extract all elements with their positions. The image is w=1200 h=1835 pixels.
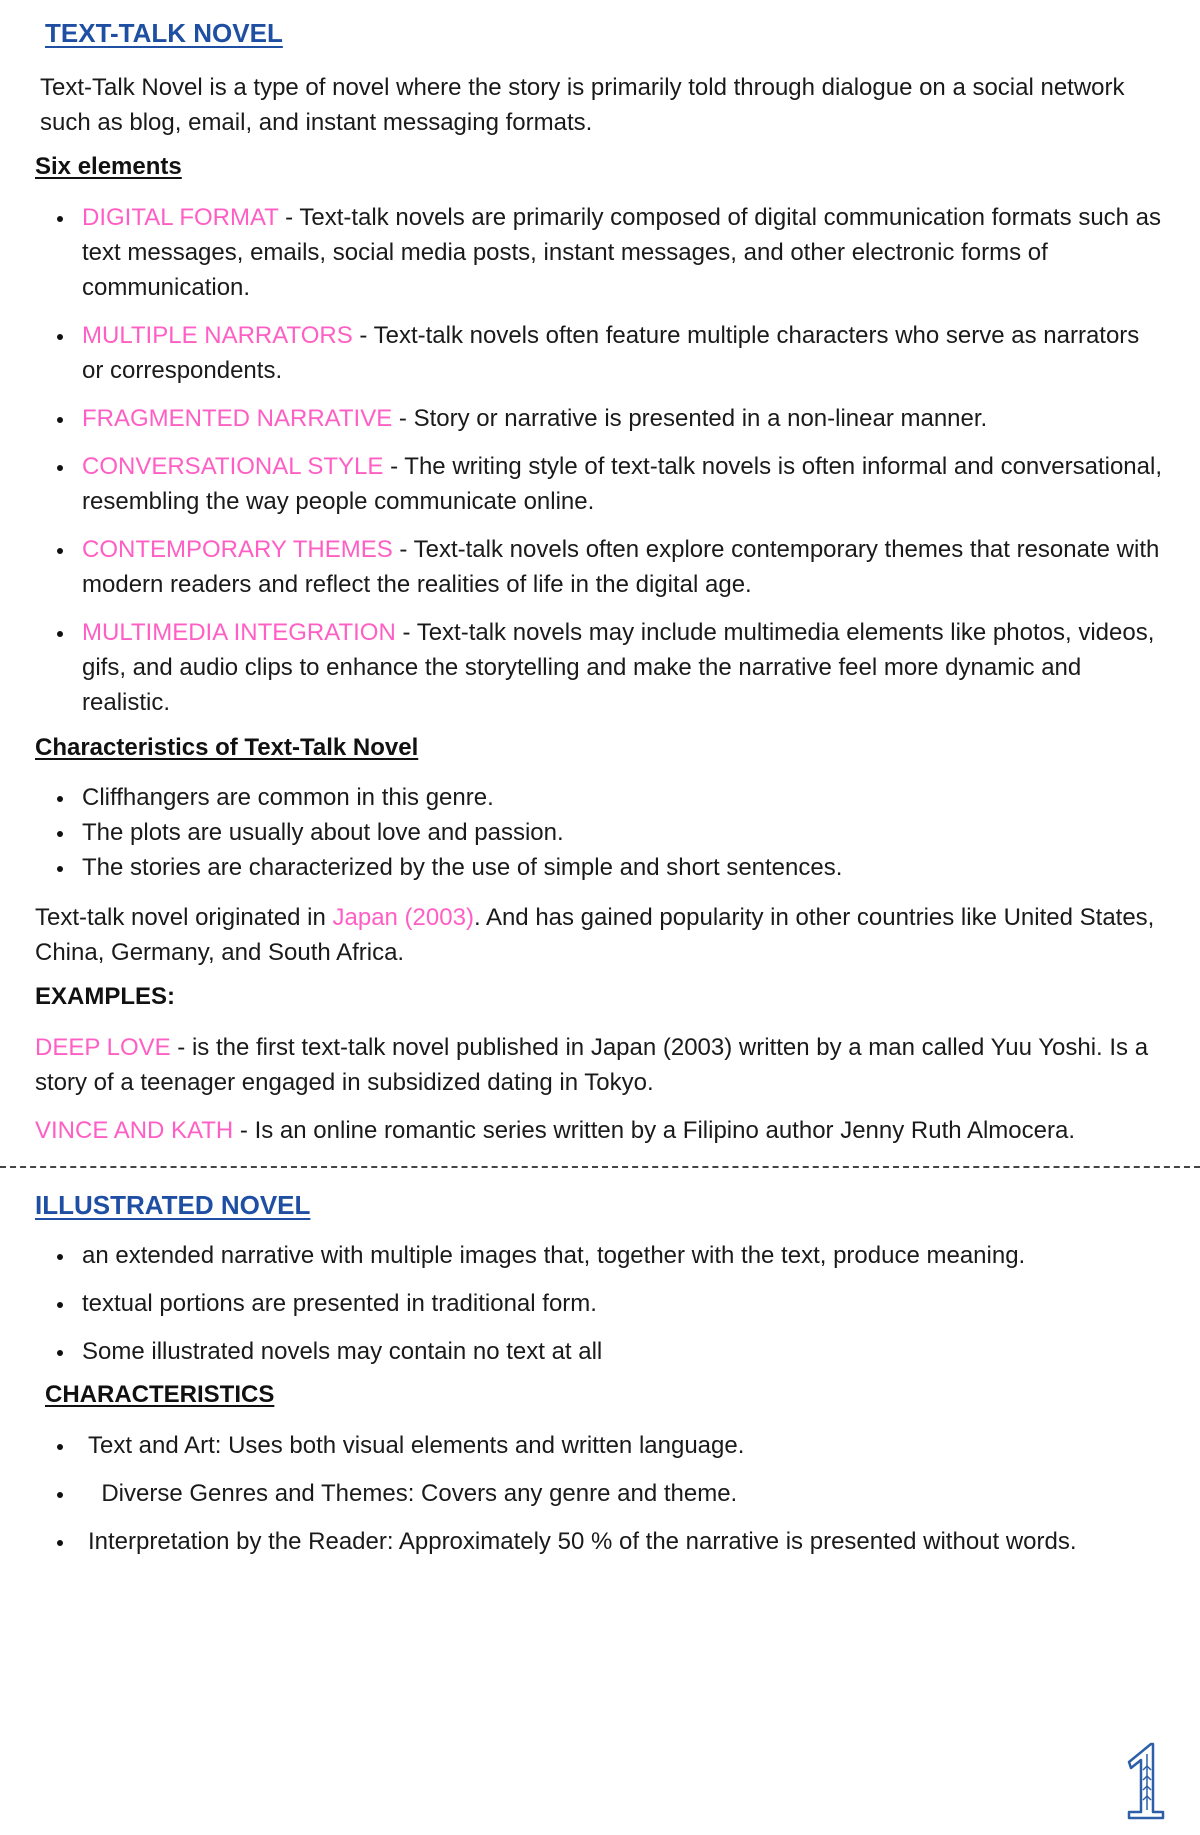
example-term: VINCE AND KATH: [35, 1117, 234, 1144]
illustrated-points-list: [55, 1238, 1165, 1382]
list-item: [55, 318, 1165, 388]
list-item: textual portions are presented in traditional form.: [55, 1286, 1165, 1321]
examples-heading: EXAMPLES:: [35, 983, 176, 1010]
list-item: [55, 401, 1165, 436]
element-desc: - Text-talk novels may include multimedia elements like photos, videos, gifs, and audio clips to enhance the storytelling and make the narrative feel more dynamic and realistic.: [82, 619, 1155, 716]
example-vince-and-kath: [35, 1113, 1195, 1148]
text-talk-title: TEXT-TALK NOVEL: [45, 18, 283, 48]
origin-text-end: . And has gained popularity in other countries like United States, China, Germany, and South Africa.: [35, 904, 1155, 966]
element-term: FRAGMENTED NARRATIVE: [82, 405, 393, 432]
list-item: The plots are usually about love and passion.: [55, 815, 1165, 850]
element-desc: - Text-talk novels are primarily composed of digital communication formats such as text messages, emails, social media posts, instant messages, and other electronic forms of communication.: [82, 204, 1162, 301]
element-term: CONTEMPORARY THEMES: [82, 536, 393, 563]
element-term: DIGITAL FORMAT: [82, 204, 279, 231]
element-term: MULTIMEDIA INTEGRATION: [82, 619, 396, 646]
element-desc: - Text-talk novels often feature multiple characters who serve as narrators or correspondents.: [82, 322, 1140, 384]
example-deep-love: [35, 1030, 1170, 1100]
characteristics-list: [55, 780, 1165, 885]
list-item: Some illustrated novels may contain no text at all: [55, 1334, 1165, 1369]
number-one-logo-icon: [1115, 1740, 1175, 1820]
characteristics-heading: Characteristics of Text-Talk Novel: [35, 734, 419, 761]
list-item: [55, 449, 1165, 519]
origin-text: Text-talk novel originated in: [35, 904, 333, 931]
example-term: DEEP LOVE: [35, 1034, 171, 1061]
list-item: Diverse Genres and Themes: Covers any genre and theme.: [55, 1476, 1165, 1511]
list-item: The stories are characterized by the use of simple and short sentences.: [55, 850, 1165, 885]
example-desc: - is the first text-talk novel published in Japan (2003) written by a man called Yuu Yoshi. Is a story of a teenager engaged in subsidized dating in Tokyo.: [35, 1034, 1149, 1096]
list-item: Interpretation by the Reader: Approximately 50 % of the narrative is presented without words.: [55, 1524, 1165, 1559]
element-term: MULTIPLE NARRATORS: [82, 322, 353, 349]
list-item: Cliffhangers are common in this genre.: [55, 780, 1165, 815]
six-elements-heading: Six elements: [35, 153, 182, 180]
list-item: [55, 200, 1165, 305]
list-item: Text and Art: Uses both visual elements and written language.: [55, 1428, 1165, 1463]
text-talk-intro: Text-Talk Novel is a type of novel where the story is primarily told through dialogue on a social network such as blog, email, and instant messaging formats.: [40, 74, 1125, 136]
list-item: [55, 532, 1165, 602]
example-desc: - Is an online romantic series written by a Filipino author Jenny Ruth Almocera.: [233, 1117, 1075, 1144]
origin-paragraph: [35, 900, 1170, 970]
illustrated-characteristics-list: [55, 1428, 1165, 1572]
element-desc: - Text-talk novels often explore contemporary themes that resonate with modern readers and reflect the realities of life in the digital age.: [82, 536, 1160, 598]
section-divider: [0, 1166, 1200, 1168]
list-item: [55, 615, 1165, 720]
list-item: an extended narrative with multiple images that, together with the text, produce meaning.: [55, 1238, 1165, 1273]
element-desc: - Story or narrative is presented in a non-linear manner.: [392, 405, 988, 432]
element-desc: - The writing style of text-talk novels is often informal and conversational, resembling the way people communicate online.: [82, 453, 1162, 515]
illustrated-characteristics-heading: CHARACTERISTICS: [45, 1381, 275, 1408]
element-term: CONVERSATIONAL STYLE: [82, 453, 384, 480]
origin-highlight: Japan (2003): [332, 904, 474, 931]
illustrated-title: ILLUSTRATED NOVEL: [35, 1190, 311, 1220]
six-elements-list: [55, 200, 1165, 733]
